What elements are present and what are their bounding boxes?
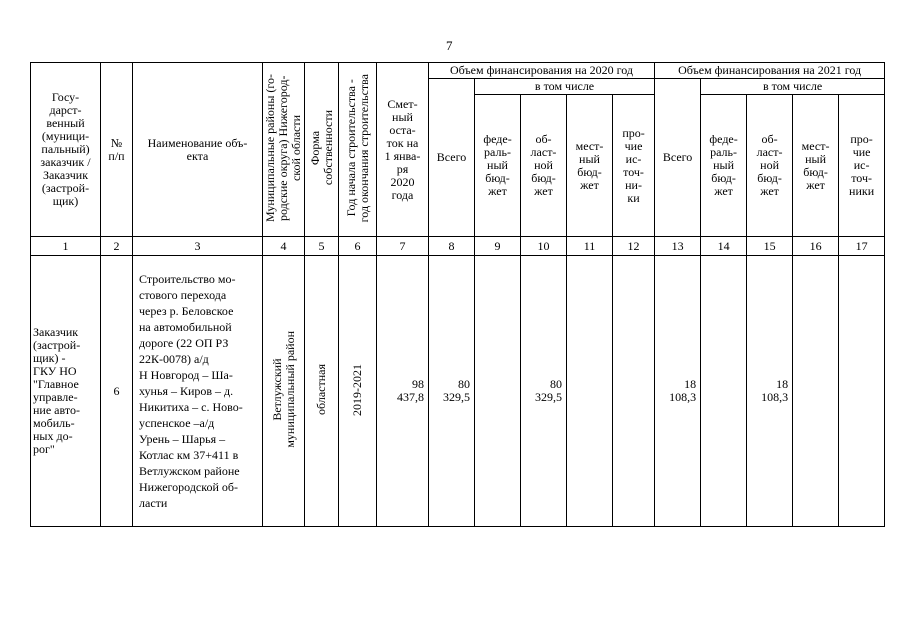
cell-regional-2021: 18 108,3	[747, 256, 793, 527]
header-federal-2021: феде- раль- ный бюд- жет	[701, 95, 747, 237]
column-number: 8	[429, 237, 475, 256]
financing-table	[30, 62, 885, 527]
header-including-2020: в том числе	[475, 79, 655, 95]
header-years	[339, 63, 377, 237]
header-object-name: Наименование объ- екта	[133, 63, 263, 237]
column-number: 5	[305, 237, 339, 256]
column-number: 3	[133, 237, 263, 256]
header-local-2021: мест- ный бюд- жет	[793, 95, 839, 237]
cell-number: 6	[101, 256, 133, 527]
cell-other-2020	[613, 256, 655, 527]
header-districts-text: Муниципальные районы (го- родские округа) Нижегород- ской области	[263, 73, 303, 223]
cell-customer: Заказчик (застрой- щик) - ГКУ НО "Главное управле- ние авто- мобиль- ных до- рог"	[31, 256, 101, 527]
header-years-text: Год начала строительства - год окончания строительства	[343, 73, 371, 223]
column-number: 14	[701, 237, 747, 256]
table-row	[31, 256, 885, 527]
column-number: 15	[747, 237, 793, 256]
header-estimate-balance: Смет- ный оста- ток на 1 янва- ря 2020 года	[377, 63, 429, 237]
column-number: 4	[263, 237, 305, 256]
header-total-2020: Всего	[429, 79, 475, 237]
header-ownership	[305, 63, 339, 237]
column-number: 16	[793, 237, 839, 256]
cell-ownership	[305, 256, 339, 527]
header-total-2021: Всего	[655, 79, 701, 237]
cell-years-text: 2019-2021	[350, 363, 364, 416]
cell-district	[263, 256, 305, 527]
header-local-2020: мест- ный бюд- жет	[567, 95, 613, 237]
column-number: 11	[567, 237, 613, 256]
cell-object-name: Строительство мо- стового перехода через р. Беловское на автомобильной дороге (22 ОП РЗ 22К-0078) а/д Н Новгород – Ша- хунья – Киров – д. Никитиха – с. Ново- успенское –а/д Урень – Шарья – Котлас км 37+411 в Ветлужском районе Нижегородской об- ласти	[133, 256, 263, 527]
page-number: 7	[446, 38, 453, 53]
header-number: № п/п	[101, 63, 133, 237]
header-fin-2021: Объем финансирования на 2021 год	[655, 63, 885, 79]
cell-local-2021	[793, 256, 839, 527]
cell-local-2020	[567, 256, 613, 527]
header-districts	[263, 63, 305, 237]
cell-district-text: Ветлужский муниципальный район	[269, 331, 297, 448]
column-number: 7	[377, 237, 429, 256]
header-customer: Госу- дарст- венный (муници- пальный) заказчик / Заказчик (застрой- щик)	[31, 63, 101, 237]
cell-other-2021	[839, 256, 885, 527]
column-number: 1	[31, 237, 101, 256]
column-number: 12	[613, 237, 655, 256]
header-other-2020: про- чие ис- точ- ни- ки	[613, 95, 655, 237]
header-fin-2020: Объем финансирования на 2020 год	[429, 63, 655, 79]
cell-total-2021: 18 108,3	[655, 256, 701, 527]
cell-total-2020: 80 329,5	[429, 256, 475, 527]
column-number: 2	[101, 237, 133, 256]
cell-ownership-text: областная	[314, 364, 328, 415]
header-ownership-text: Форма собственности	[307, 110, 335, 186]
header-other-2021: про- чие ис- точ- ники	[839, 95, 885, 237]
cell-estimate-balance: 98 437,8	[377, 256, 429, 527]
cell-regional-2020: 80 329,5	[521, 256, 567, 527]
column-number: 9	[475, 237, 521, 256]
header-regional-2021: об- ласт- ной бюд- жет	[747, 95, 793, 237]
column-number: 17	[839, 237, 885, 256]
column-number: 13	[655, 237, 701, 256]
cell-federal-2021	[701, 256, 747, 527]
cell-federal-2020	[475, 256, 521, 527]
column-number-row	[31, 237, 885, 256]
column-number: 10	[521, 237, 567, 256]
header-regional-2020: об- ласт- ной бюд- жет	[521, 95, 567, 237]
column-number: 6	[339, 237, 377, 256]
header-including-2021: в том числе	[701, 79, 885, 95]
cell-years	[339, 256, 377, 527]
header-federal-2020: феде- раль- ный бюд- жет	[475, 95, 521, 237]
